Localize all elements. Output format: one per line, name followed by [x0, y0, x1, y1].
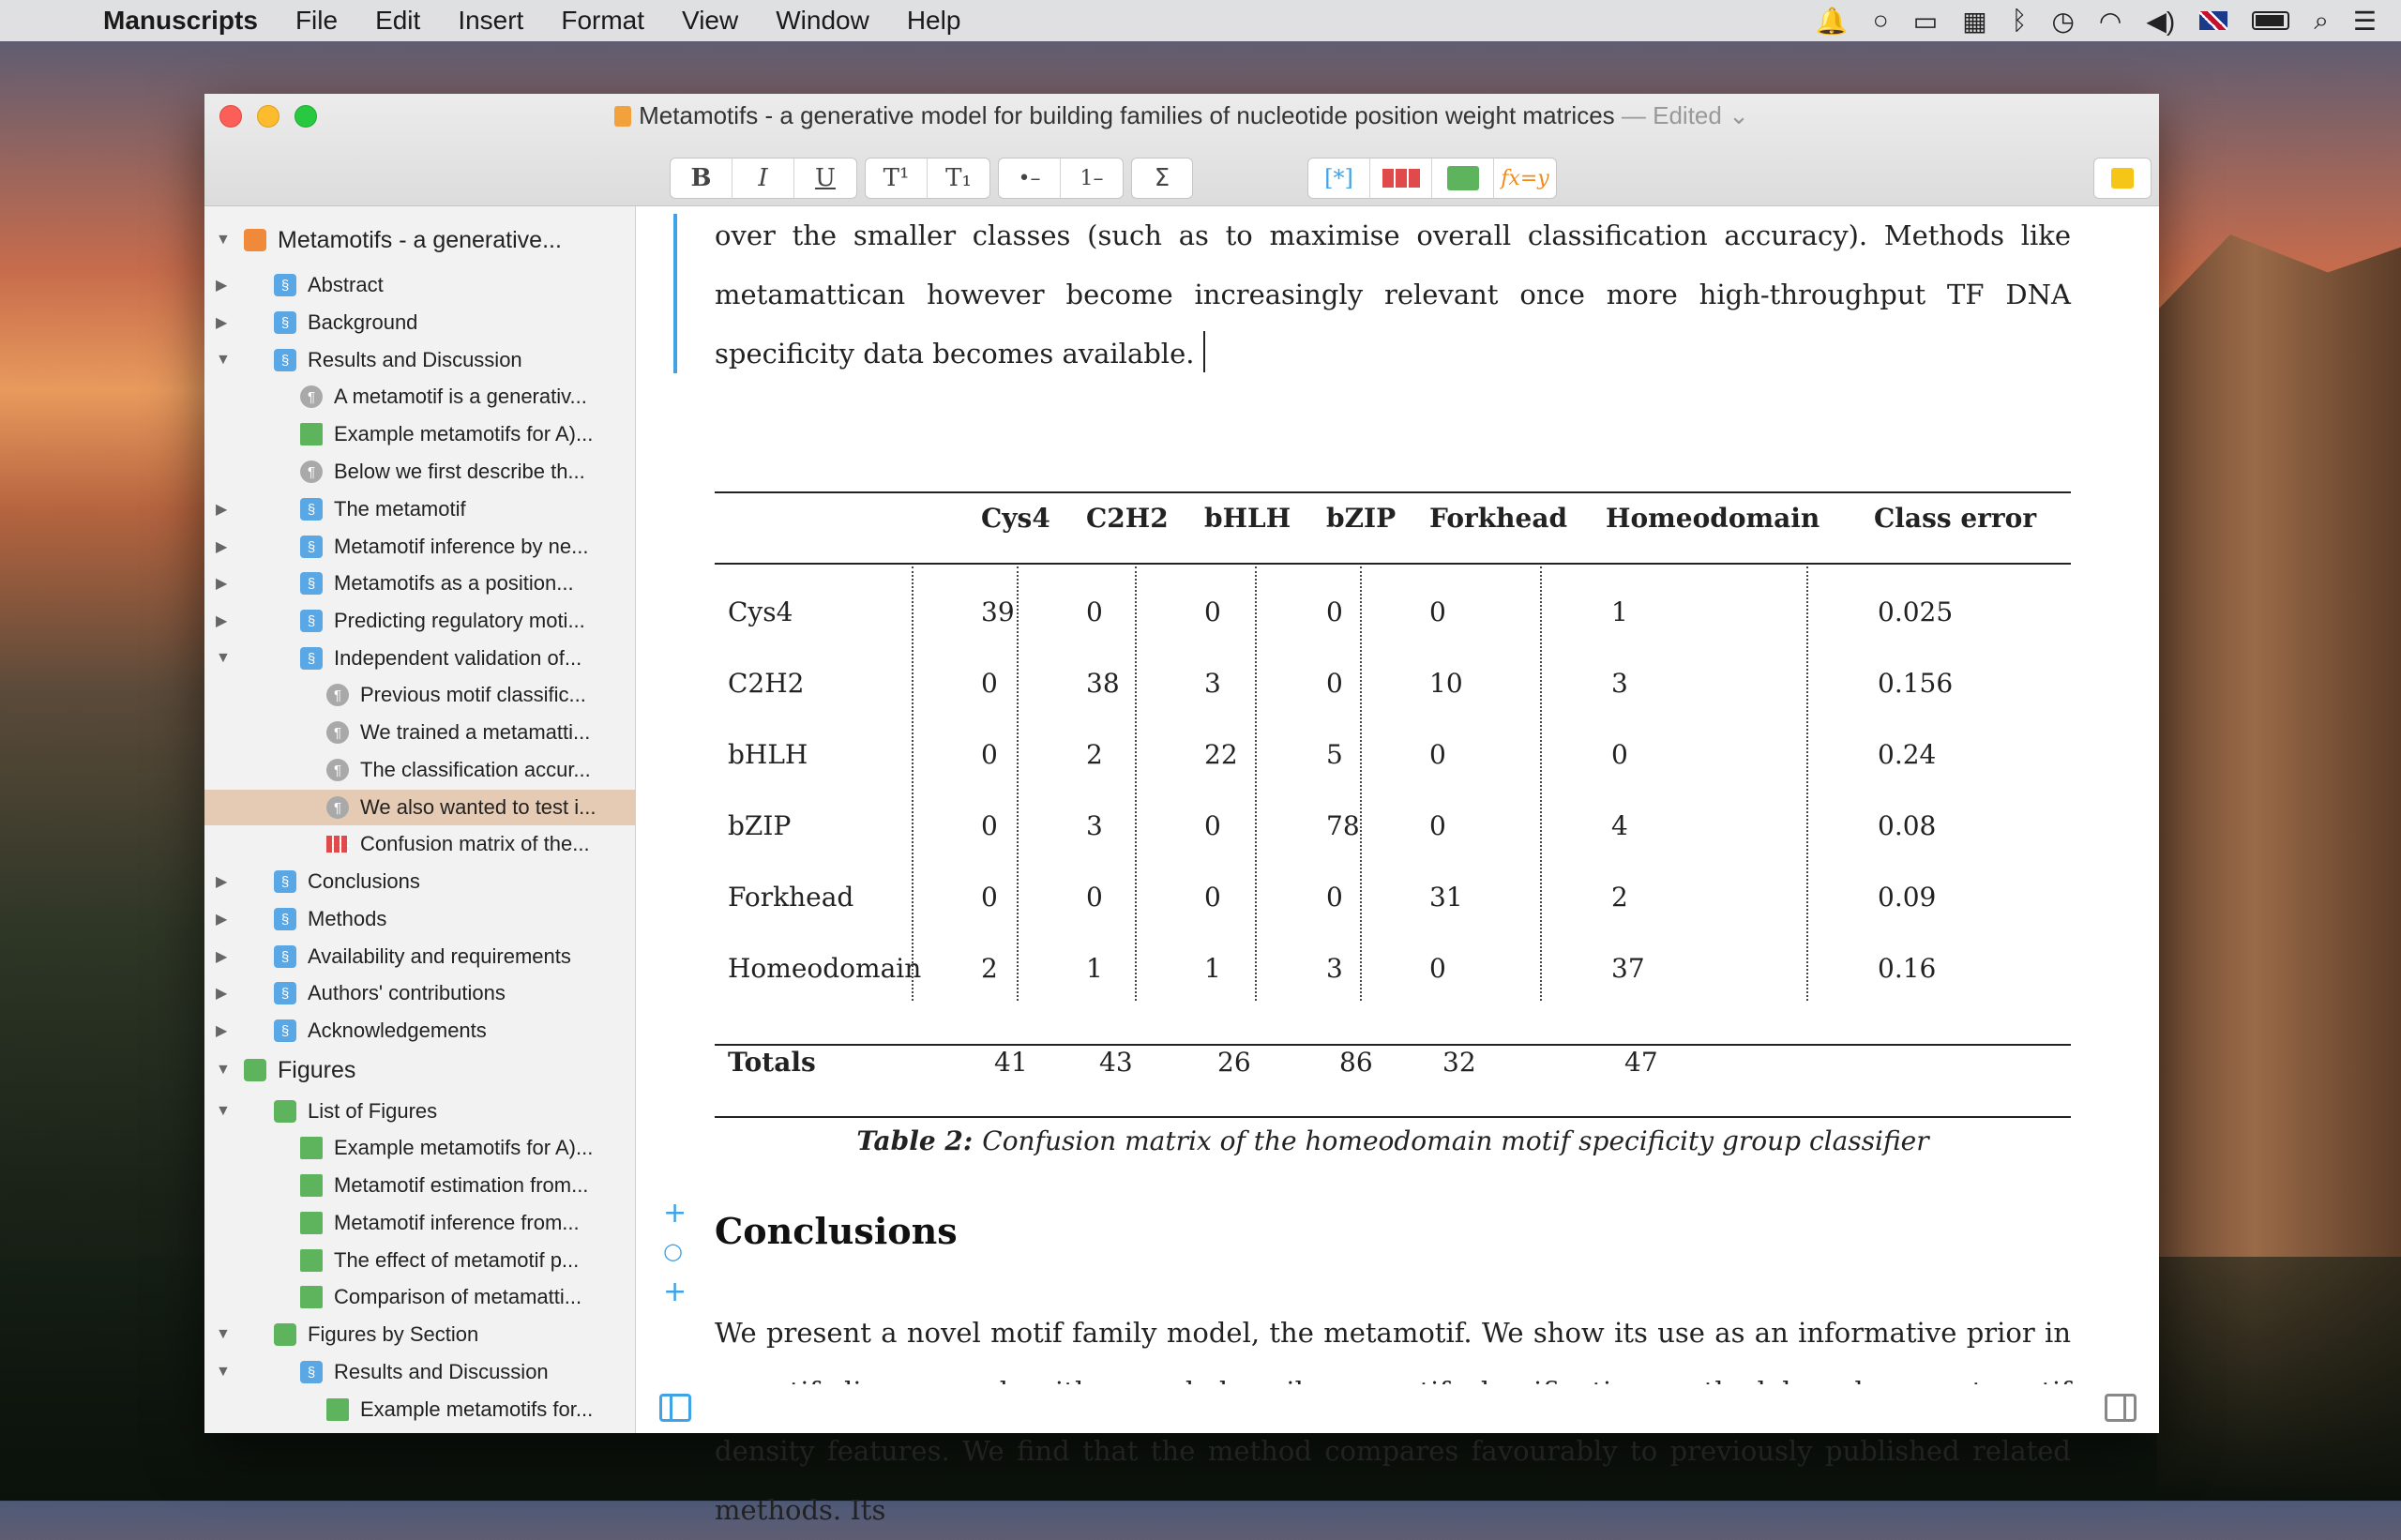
outline-item-label: The effect of metamotif p... — [334, 1248, 580, 1272]
insert-group — [1307, 158, 1557, 199]
outline-item-label: Example metamotifs for... — [360, 1397, 594, 1421]
outline-item[interactable] — [204, 416, 635, 452]
table-row-label[interactable]: Forkhead — [728, 882, 854, 913]
totals-cell[interactable]: 26 — [1217, 1047, 1251, 1078]
outline-item[interactable] — [204, 1279, 635, 1315]
table-cell[interactable]: 2 — [981, 953, 998, 984]
table-cell[interactable]: 0 — [1326, 596, 1343, 627]
disclosure-collapsed-icon[interactable]: ▶ — [216, 539, 228, 555]
outline-item[interactable] — [204, 790, 635, 825]
paragraph-icon: ¶ — [326, 721, 349, 744]
outline-item[interactable] — [204, 1392, 635, 1427]
outline-item[interactable] — [204, 222, 635, 258]
outline-item-label: We trained a metamatti... — [360, 720, 591, 744]
app-window — [204, 94, 2159, 1526]
italic-button[interactable]: I — [732, 159, 794, 198]
table-cell[interactable]: 3 — [1611, 668, 1628, 699]
table-cell[interactable]: 1 — [1611, 596, 1628, 627]
sticky-note-icon — [2111, 168, 2134, 189]
section-circle-icon[interactable]: ○ — [663, 1238, 683, 1264]
outline-item-label: Availability and requirements — [308, 944, 571, 968]
menubar — [0, 0, 2401, 41]
table-cell[interactable]: 0 — [1326, 882, 1343, 913]
disclosure-expanded-icon[interactable]: ▼ — [216, 1062, 231, 1078]
outline-item-label: Results and Discussion — [308, 348, 522, 371]
figure-icon — [300, 1249, 323, 1272]
table-cell[interactable]: 0 — [1429, 810, 1446, 841]
outline-item-label: Metamotifs as a position... — [334, 571, 574, 595]
numbered-list-button[interactable]: 1– — [1080, 166, 1104, 190]
outline-item-label: A metamotif is a generativ... — [334, 385, 587, 408]
outline-item-label: Predicting regulatory moti... — [334, 609, 585, 632]
bullet-list-button[interactable]: •– — [999, 159, 1061, 198]
paragraph-icon: ¶ — [326, 796, 349, 819]
outline-item[interactable] — [204, 901, 635, 937]
table-icon — [326, 833, 349, 855]
table-icon — [1382, 169, 1420, 188]
table-header-cell[interactable]: bHLH — [1204, 503, 1291, 534]
window-title — [204, 101, 2159, 130]
menu-file[interactable]: File — [294, 6, 339, 35]
figure-icon — [300, 1174, 323, 1197]
menu-view[interactable]: View — [682, 6, 739, 35]
disclosure-collapsed-icon[interactable]: ▶ — [216, 502, 228, 518]
outline-item-label: List of Figures — [308, 1099, 438, 1123]
column-divider — [1806, 566, 1808, 1001]
outline-item-label: Acknowledgements — [308, 1019, 487, 1042]
outline-item-label: Below we first describe th... — [334, 460, 585, 483]
outline-item-label: Authors' contributions — [308, 981, 506, 1004]
table-cell[interactable]: 78 — [1326, 810, 1360, 841]
outline-item[interactable] — [204, 566, 635, 601]
time-machine-icon[interactable]: ◷ — [2051, 6, 2075, 36]
outline-item[interactable] — [204, 1243, 635, 1278]
section-icon: § — [274, 274, 296, 296]
outline-item-label: Results and Discussion — [334, 1360, 549, 1383]
table-cell[interactable]: 0 — [1429, 739, 1446, 770]
outline-item-label: Confusion matrix of the... — [360, 832, 590, 855]
column-divider — [1255, 566, 1257, 1001]
table-cell[interactable]: 22 — [1204, 739, 1238, 770]
image-icon — [1447, 166, 1479, 190]
table-caption[interactable] — [715, 1125, 2071, 1156]
outline-item-label: Comparison of metamatti... — [334, 1285, 582, 1308]
table-header-cell[interactable]: Homeodomain — [1606, 503, 1820, 534]
volume-icon[interactable]: ◀) — [2146, 6, 2176, 36]
toggle-sidebar-icon[interactable] — [659, 1394, 691, 1422]
table-cell[interactable]: 2 — [1611, 882, 1628, 913]
table-cell[interactable]: 3 — [1086, 810, 1103, 841]
status-area — [1816, 6, 2401, 37]
disclosure-collapsed-icon[interactable]: ▶ — [216, 576, 228, 592]
battery-icon[interactable] — [2252, 11, 2289, 30]
table-cell[interactable]: 0 — [1086, 882, 1103, 913]
outline-item[interactable] — [204, 491, 635, 527]
totals-cell[interactable]: 32 — [1442, 1047, 1476, 1078]
disclosure-expanded-icon[interactable]: ▼ — [216, 352, 231, 368]
list-group — [998, 158, 1124, 199]
outline-item[interactable] — [204, 1205, 635, 1241]
add-block-plus-icon[interactable]: + — [663, 1197, 687, 1230]
edited-status[interactable]: — Edited — [1621, 101, 1722, 129]
outline-item[interactable] — [204, 342, 635, 378]
paragraph-icon: ¶ — [326, 759, 349, 781]
symbol-button[interactable]: Σ — [1131, 158, 1193, 199]
active-paragraph-marker — [673, 214, 677, 373]
disclosure-expanded-icon[interactable]: ▼ — [216, 1103, 231, 1119]
figure-icon — [300, 1212, 323, 1234]
section-icon: § — [300, 1361, 323, 1383]
totals-cell[interactable]: 43 — [1099, 1047, 1133, 1078]
outline-item-label: Example metamotifs for A)... — [334, 1136, 594, 1159]
section-icon: § — [300, 647, 323, 670]
chevron-down-icon[interactable]: ⌄ — [1721, 101, 1749, 129]
document-icon — [614, 106, 631, 127]
text-caret — [1203, 331, 1205, 372]
outline-item-label: Abstract — [308, 273, 384, 296]
wifi-icon[interactable]: ◠ — [2098, 6, 2122, 36]
disclosure-collapsed-icon[interactable]: ▶ — [216, 874, 228, 890]
column-divider — [912, 566, 914, 1001]
menu-edit[interactable]: Edit — [375, 6, 421, 35]
table-header-rule — [715, 563, 2071, 565]
table-cell[interactable]: 38 — [1086, 668, 1120, 699]
paragraph-icon: ¶ — [300, 385, 323, 408]
menu-app-name[interactable]: Manuscripts — [103, 6, 258, 35]
table-cell[interactable]: 0 — [1204, 810, 1221, 841]
table-cell[interactable]: 4 — [1611, 810, 1628, 841]
table-cell[interactable]: 0 — [1429, 596, 1446, 627]
outline-item-label: Metamotif inference by ne... — [334, 535, 589, 558]
section-icon: § — [274, 870, 296, 893]
outline-item[interactable] — [204, 1052, 635, 1088]
section-icon: § — [274, 311, 296, 334]
citation-button[interactable]: [*] — [1308, 159, 1370, 198]
table-cell[interactable]: 0.16 — [1878, 953, 1937, 984]
totals-label[interactable]: Totals — [728, 1047, 816, 1078]
table-cell[interactable]: 31 — [1429, 882, 1463, 913]
section-icon: § — [274, 982, 296, 1004]
airplay-icon[interactable]: ▭ — [1912, 6, 1939, 36]
column-divider — [1135, 566, 1137, 1001]
section-icon: § — [300, 498, 323, 521]
toggle-inspector-icon[interactable] — [2105, 1394, 2137, 1422]
outline-item-label: Methods — [308, 907, 387, 930]
column-divider — [1017, 566, 1019, 1001]
table-cell[interactable]: 0.025 — [1878, 596, 1954, 627]
text-style-group — [670, 158, 857, 199]
table-cell[interactable]: 0 — [1429, 953, 1446, 984]
disclosure-expanded-icon[interactable]: ▼ — [216, 1326, 231, 1342]
totals-cell[interactable]: 86 — [1339, 1047, 1373, 1078]
superscript-button[interactable]: T¹ — [866, 159, 928, 198]
disclosure-expanded-icon[interactable]: ▼ — [216, 232, 231, 248]
outline-item-label: Background — [308, 310, 418, 334]
outline-item[interactable] — [204, 454, 635, 490]
paragraph-icon: ¶ — [326, 684, 349, 706]
table-cell[interactable]: 0 — [1326, 668, 1343, 699]
editor-bottom-bar — [637, 1384, 2159, 1433]
outline-item-label: Figures — [278, 1056, 356, 1083]
disclosure-collapsed-icon[interactable]: ▶ — [216, 1023, 228, 1039]
section-icon: § — [300, 536, 323, 558]
outline-item-label: The metamotif — [334, 497, 466, 521]
table-cell[interactable]: 39 — [981, 596, 1015, 627]
totals-cell[interactable]: 47 — [1624, 1047, 1658, 1078]
outline-item-label: Metamotif estimation from... — [334, 1173, 589, 1197]
menu-help[interactable]: Help — [906, 6, 961, 35]
menu-insert[interactable]: Insert — [458, 6, 524, 35]
outline-item[interactable] — [204, 305, 635, 340]
underline-button[interactable]: U — [815, 164, 836, 192]
section-icon: § — [300, 610, 323, 632]
outline-item[interactable] — [204, 864, 635, 899]
outline-item[interactable] — [204, 267, 635, 303]
confusion-matrix-table[interactable] — [715, 491, 2071, 1097]
caption-text[interactable]: Confusion matrix of the homeodomain motif specificity group classifier — [982, 1125, 1929, 1156]
disclosure-collapsed-icon[interactable]: ▶ — [216, 986, 228, 1002]
table-header-cell[interactable]: C2H2 — [1086, 503, 1169, 534]
equation-button[interactable]: fx=y — [1501, 166, 1549, 190]
figure-insert-button[interactable] — [1432, 159, 1494, 198]
outline-item-label: We also wanted to test i... — [360, 795, 596, 819]
table-cell[interactable]: 1 — [1086, 953, 1103, 984]
outline-item[interactable] — [204, 641, 635, 676]
outline-item[interactable] — [204, 975, 635, 1011]
section-icon: § — [274, 908, 296, 930]
table-insert-button[interactable] — [1370, 159, 1432, 198]
disclosure-collapsed-icon[interactable]: ▶ — [216, 613, 228, 629]
menu-window[interactable]: Window — [776, 6, 869, 35]
script-group — [865, 158, 990, 199]
figure-icon — [326, 1398, 349, 1421]
outline-item-label: Example metamotifs for A)... — [334, 422, 594, 445]
outline-sidebar — [204, 206, 636, 1433]
table-cell[interactable]: 2 — [1086, 739, 1103, 770]
notification-center-icon[interactable]: ☰ — [2352, 6, 2377, 36]
table-cell[interactable]: 3 — [1326, 953, 1343, 984]
input-source-flag-icon[interactable] — [2199, 11, 2227, 30]
menu-format[interactable]: Format — [561, 6, 645, 35]
table-row-label[interactable]: C2H2 — [728, 668, 805, 699]
table-cell[interactable]: 1 — [1204, 953, 1221, 984]
notes-button[interactable] — [2093, 158, 2152, 199]
outline-item-label: Metamotif inference from... — [334, 1211, 580, 1234]
outline-item-label: Metamotifs - a generative... — [278, 226, 562, 253]
disclosure-collapsed-icon[interactable]: ▶ — [216, 278, 228, 294]
table-cell[interactable]: 0 — [981, 882, 998, 913]
table-cell[interactable]: 5 — [1326, 739, 1343, 770]
table-cell[interactable]: 3 — [1204, 668, 1221, 699]
table-cell[interactable]: 0 — [981, 810, 998, 841]
outline-item[interactable] — [204, 826, 635, 862]
disclosure-collapsed-icon[interactable]: ▶ — [216, 949, 228, 965]
table-cell[interactable]: 0.08 — [1878, 810, 1937, 841]
totals-cell[interactable]: 41 — [994, 1047, 1028, 1078]
memory-icon[interactable]: ▦ — [1962, 6, 1987, 36]
figures-icon — [274, 1100, 296, 1123]
table-cell[interactable]: 0 — [981, 668, 998, 699]
outline-item[interactable] — [204, 752, 635, 788]
table-bottom-rule — [715, 1116, 2071, 1118]
table-cell[interactable]: 0 — [1611, 739, 1628, 770]
table-cell[interactable]: 0.24 — [1878, 739, 1937, 770]
table-header-cell[interactable]: bZIP — [1326, 503, 1397, 534]
add-block-plus-icon[interactable]: + — [663, 1276, 687, 1308]
bluetooth-icon[interactable]: ᛒ — [2011, 6, 2028, 35]
disclosure-collapsed-icon[interactable]: ▶ — [216, 912, 228, 928]
subscript-button[interactable]: T₁ — [945, 164, 972, 192]
table-header-cell[interactable]: Class error — [1874, 503, 2037, 534]
outline-item[interactable] — [204, 1130, 635, 1166]
table-cell[interactable]: 10 — [1429, 668, 1463, 699]
figures-icon — [274, 1323, 296, 1346]
section-icon: § — [300, 572, 323, 595]
section-icon: § — [274, 1019, 296, 1042]
table-row-label[interactable]: Cys4 — [728, 596, 793, 627]
outline-item[interactable] — [204, 939, 635, 974]
table-cell[interactable]: 0.09 — [1878, 882, 1937, 913]
outline-item-label: Conclusions — [308, 869, 420, 893]
figure-icon — [300, 1137, 323, 1159]
outline-item-label: Figures by Section — [308, 1322, 479, 1346]
table-cell[interactable]: 0 — [1204, 596, 1221, 627]
outline-item[interactable] — [204, 1094, 635, 1129]
outline-item[interactable] — [204, 1168, 635, 1203]
figure-icon — [300, 1286, 323, 1308]
disclosure-collapsed-icon[interactable]: ▶ — [216, 315, 228, 331]
section-icon: § — [274, 349, 296, 371]
circle-status-icon[interactable]: ○ — [1872, 6, 1889, 35]
table-cell[interactable]: 0 — [1204, 882, 1221, 913]
outline-item-label: Independent validation of... — [334, 646, 582, 670]
figure-icon — [300, 423, 323, 445]
figures-icon — [244, 1059, 266, 1081]
bold-button[interactable]: B — [671, 159, 732, 198]
disclosure-expanded-icon[interactable]: ▼ — [216, 650, 231, 666]
document-icon — [244, 229, 266, 251]
outline-item[interactable] — [204, 379, 635, 415]
outline-item[interactable] — [204, 1317, 635, 1352]
outline-item[interactable] — [204, 677, 635, 713]
caption-label: Table 2: — [856, 1125, 974, 1156]
manuscript-editor[interactable] — [637, 206, 2159, 1526]
format-toolbar — [204, 158, 2159, 199]
paragraph[interactable] — [715, 206, 2071, 384]
section-heading-conclusions[interactable]: Conclusions — [715, 1210, 958, 1252]
outline-item[interactable] — [204, 715, 635, 750]
spotlight-search-icon[interactable]: ⌕ — [2314, 5, 2329, 35]
table-cell[interactable]: 0.156 — [1878, 668, 1954, 699]
section-icon: § — [274, 945, 296, 968]
document-title: Metamotifs - a generative model for building families of nucleotide position weight matrices — [639, 101, 1615, 129]
outline-item[interactable] — [204, 529, 635, 565]
table-row-label[interactable]: bZIP — [728, 810, 792, 841]
outline-item-label: The classification accur... — [360, 758, 591, 781]
outline-item[interactable] — [204, 1354, 635, 1390]
column-divider — [1360, 566, 1362, 1001]
paragraph-icon: ¶ — [300, 460, 323, 483]
paragraph-text[interactable]: over the smaller classes (such as to maximise overall classification accuracy). Methods like metamattican however become increasingly relevant once more high-throughput TF DNA specificity data becomes available. — [715, 219, 2071, 370]
table-cell[interactable]: 37 — [1611, 953, 1645, 984]
table-row-label[interactable]: bHLH — [728, 739, 808, 770]
table-header-cell[interactable]: Forkhead — [1429, 503, 1568, 534]
column-divider — [1540, 566, 1542, 1001]
table-cell[interactable]: 0 — [981, 739, 998, 770]
disclosure-expanded-icon[interactable]: ▼ — [216, 1364, 231, 1380]
table-cell[interactable]: 0 — [1086, 596, 1103, 627]
table-header-cell[interactable]: Cys4 — [981, 503, 1050, 534]
titlebar — [204, 94, 2159, 206]
table-top-rule — [715, 491, 2071, 493]
table-row-label[interactable]: Homeodomain — [728, 953, 922, 984]
outline-item[interactable] — [204, 1013, 635, 1049]
outline-item-label: Previous motif classific... — [360, 683, 586, 706]
table-totals-rule — [715, 1044, 2071, 1046]
outline-item[interactable] — [204, 603, 635, 639]
conclusion-paragraph[interactable]: We present a novel motif family model, the metamotif. We show its use as an informative prior in density features. We find that the method compares favourably to previously published related methods. Its — [715, 1317, 2071, 1526]
notification-bell-icon[interactable]: 🔔 — [1815, 6, 1849, 36]
